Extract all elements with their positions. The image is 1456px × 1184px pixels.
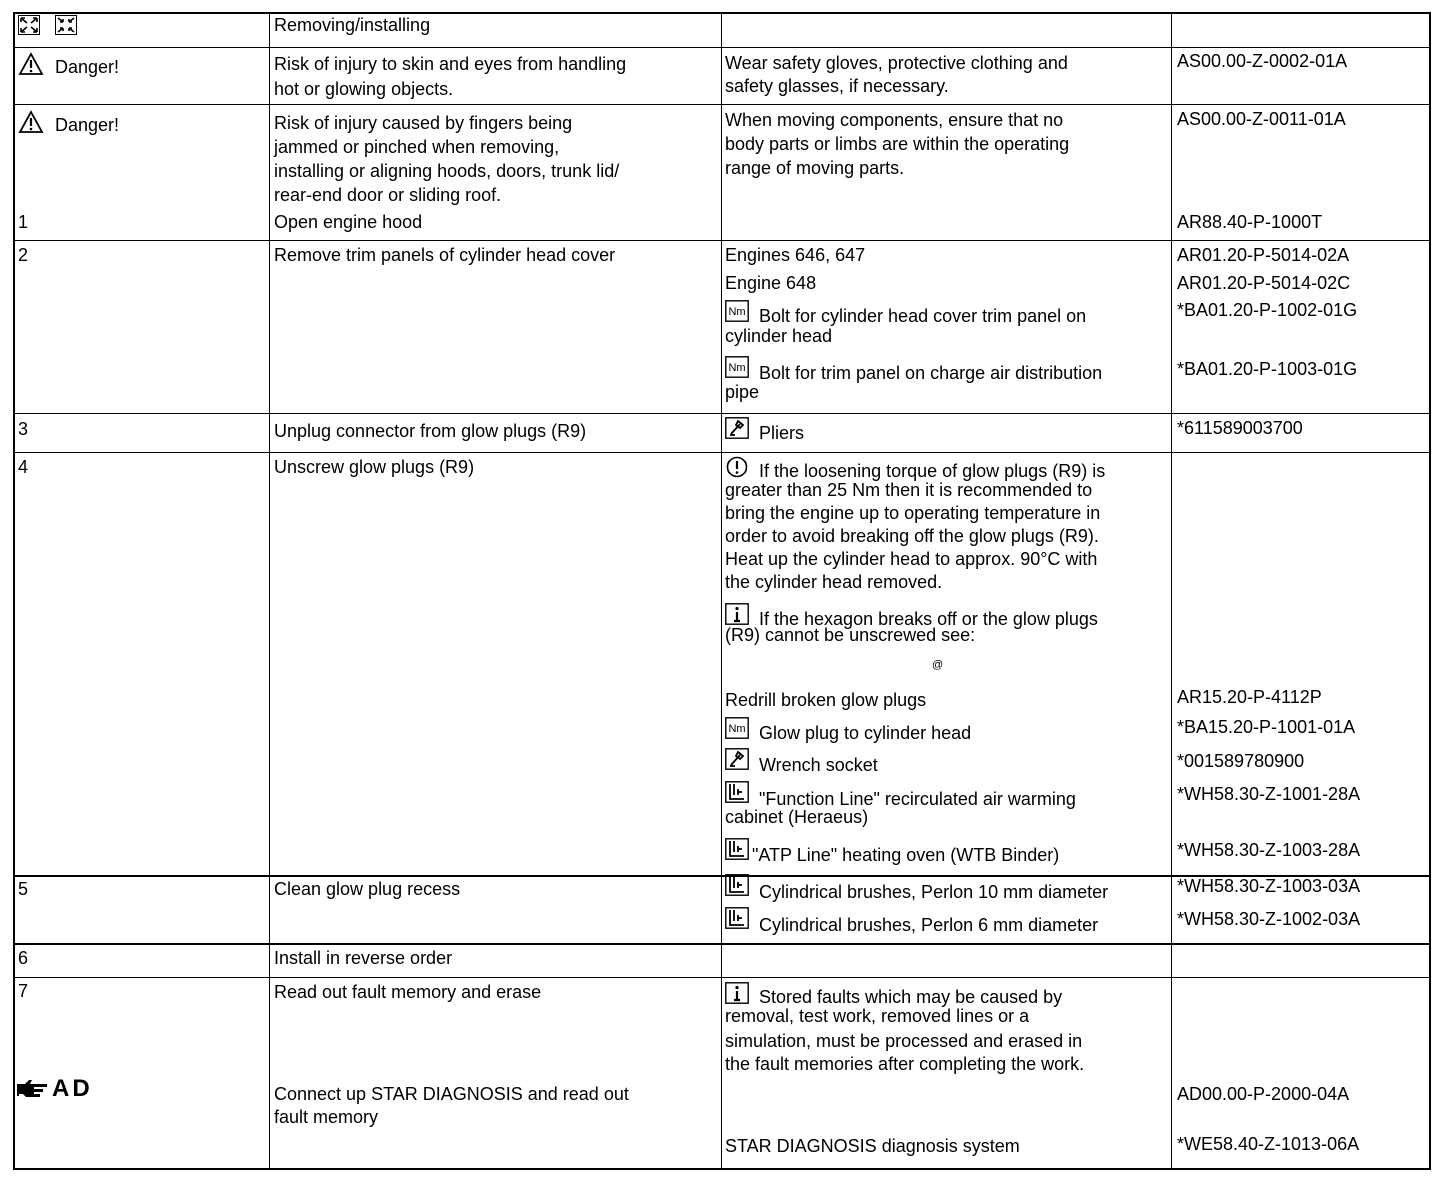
step-number: 2 xyxy=(18,245,29,265)
redrill-item: Redrill broken glow plugs xyxy=(725,690,927,710)
nm-torque-icon xyxy=(725,356,749,378)
document-reference[interactable]: *WH58.30-Z-1003-28A xyxy=(1177,840,1361,860)
danger-label: Danger! xyxy=(18,52,119,76)
warning-text: Risk of injury to skin and eyes from handling hot or glowing objects. xyxy=(274,54,627,99)
document-reference[interactable]: *WH58.30-Z-1002-03A xyxy=(1177,909,1361,929)
step-text: Unscrew glow plugs (R9) xyxy=(274,457,475,477)
svg-text:Nm: Nm xyxy=(728,723,746,735)
step-number: 4 xyxy=(18,457,29,477)
collapse-icon[interactable] xyxy=(55,15,77,35)
document-reference[interactable]: *WH58.30-Z-1003-03A xyxy=(1177,876,1361,896)
svg-text:Nm: Nm xyxy=(728,306,746,318)
expand-collapse-icons[interactable] xyxy=(18,15,77,38)
step-text: Connect up STAR DIAGNOSIS and read out fault memory xyxy=(274,1084,629,1127)
shop-equipment-icon xyxy=(725,781,749,803)
row-divider xyxy=(13,452,1431,453)
row-divider xyxy=(13,943,1431,945)
warning-triangle-icon xyxy=(18,52,44,76)
document-reference[interactable]: AS00.00-Z-0011-01A xyxy=(1177,109,1346,129)
engine-variant: Engine 648 xyxy=(725,273,817,293)
procedure-table xyxy=(13,12,1431,1170)
document-reference[interactable]: AD00.00-P-2000-04A xyxy=(1177,1084,1350,1104)
document-reference[interactable]: AS00.00-Z-0002-01A xyxy=(1177,51,1348,71)
document-reference[interactable]: AR15.20-P-4112P xyxy=(1177,687,1322,707)
warning-note: Wear safety gloves, protective clothing and safety glasses, if necessary. xyxy=(725,53,1068,96)
step-number: 5 xyxy=(18,879,29,899)
danger-label: Danger! xyxy=(18,110,119,134)
equipment-item: Cylindrical brushes, Perlon 6 mm diameter xyxy=(725,907,1098,930)
step-text: Unplug connector from glow plugs (R9) xyxy=(274,421,587,441)
info-note: Stored faults which may be caused by removal, test work, removed lines or a simulation, must be processed and erased in the fault memories after completing the work. xyxy=(725,982,1084,1076)
at-link-symbol[interactable]: @ xyxy=(932,659,944,671)
step-text: Clean glow plug recess xyxy=(274,879,461,899)
document-reference[interactable]: *BA01.20-P-1002-01G xyxy=(1177,300,1358,320)
shop-equipment-icon xyxy=(725,907,749,929)
column-divider xyxy=(269,12,270,1170)
torque-note: Nm Bolt for trim panel on charge air distribution pipe xyxy=(725,356,1102,404)
document-reference[interactable]: *BA01.20-P-1003-01G xyxy=(1177,359,1358,379)
step-text: Open engine hood xyxy=(274,212,423,232)
row-divider xyxy=(13,413,1431,414)
column-divider xyxy=(721,12,722,1170)
info-note: If the hexagon breaks off or the glow plugs (R9) cannot be unscrewed see: xyxy=(725,603,1098,647)
nm-torque-icon xyxy=(725,300,749,322)
torque-note: Nm Glow plug to cylinder head xyxy=(725,717,971,740)
warning-triangle-icon xyxy=(18,110,44,134)
document-reference[interactable]: *611589003700 xyxy=(1177,418,1303,438)
caution-note: If the loosening torque of glow plugs (R9) is greater than 25 Nm then it is recommended to bring the engine up to operating temperature in order to avoid breaking off the glow plugs (R9). Heat up the cylinder head to approx. 90°C with the cylinder head removed. xyxy=(725,456,1105,594)
document-reference[interactable]: AR88.40-P-1000T xyxy=(1177,212,1323,232)
shop-equipment-icon xyxy=(725,874,749,896)
header-title: Removing/installing xyxy=(274,15,431,35)
caution-icon xyxy=(725,456,749,478)
engine-variant: Engines 646, 647 xyxy=(725,245,866,265)
expand-icon[interactable] xyxy=(18,15,40,35)
torque-note: Nm Bolt for cylinder head cover trim panel on cylinder head xyxy=(725,300,1086,348)
shop-equipment-icon xyxy=(725,838,749,860)
step-text: Install in reverse order xyxy=(274,948,453,968)
tool-icon xyxy=(725,417,749,439)
info-icon xyxy=(725,982,749,1004)
equipment-item: STAR DIAGNOSIS diagnosis system xyxy=(725,1136,1020,1156)
tool-item: Pliers xyxy=(725,417,804,440)
document-reference[interactable]: *WE58.40-Z-1013-06A xyxy=(1177,1134,1360,1154)
diagnosis-marker: AD xyxy=(16,1078,93,1103)
equipment-item: "Function Line" recirculated air warming cabinet (Heraeus) xyxy=(725,781,1076,829)
step-text: Read out fault memory and erase xyxy=(274,982,542,1002)
document-reference[interactable]: *WH58.30-Z-1001-28A xyxy=(1177,784,1361,804)
step-text: Remove trim panels of cylinder head cover xyxy=(274,245,616,265)
tool-item: Wrench socket xyxy=(725,748,878,771)
step-number: 3 xyxy=(18,419,29,439)
row-divider xyxy=(13,977,1431,978)
pointing-hand-icon xyxy=(16,1078,50,1102)
row-divider xyxy=(13,240,1431,241)
warning-text: Risk of injury caused by fingers being jammed or pinched when removing, installing or aligning hoods, doors, trunk lid/ rear-end door or sliding roof. xyxy=(274,113,620,205)
step-number: 1 xyxy=(18,212,29,232)
document-reference[interactable]: *001589780900 xyxy=(1177,751,1305,771)
info-icon xyxy=(725,603,749,625)
document-reference[interactable]: AR01.20-P-5014-02A xyxy=(1177,245,1350,265)
row-divider xyxy=(13,104,1431,105)
document-reference[interactable]: AR01.20-P-5014-02C xyxy=(1177,273,1351,293)
column-divider xyxy=(1171,12,1172,1170)
step-number: 6 xyxy=(18,948,29,968)
tool-icon xyxy=(725,748,749,770)
equipment-item: "ATP Line" heating oven (WTB Binder) xyxy=(725,838,1059,861)
nm-torque-icon xyxy=(725,717,749,739)
step-number: 7 xyxy=(18,981,29,1001)
svg-text:Nm: Nm xyxy=(728,362,746,374)
document-reference[interactable]: *BA15.20-P-1001-01A xyxy=(1177,717,1356,737)
row-divider xyxy=(13,47,1431,48)
warning-note: When moving components, ensure that no body parts or limbs are within the operating range of moving parts. xyxy=(725,110,1070,178)
equipment-item: Cylindrical brushes, Perlon 10 mm diameter xyxy=(725,874,1108,897)
